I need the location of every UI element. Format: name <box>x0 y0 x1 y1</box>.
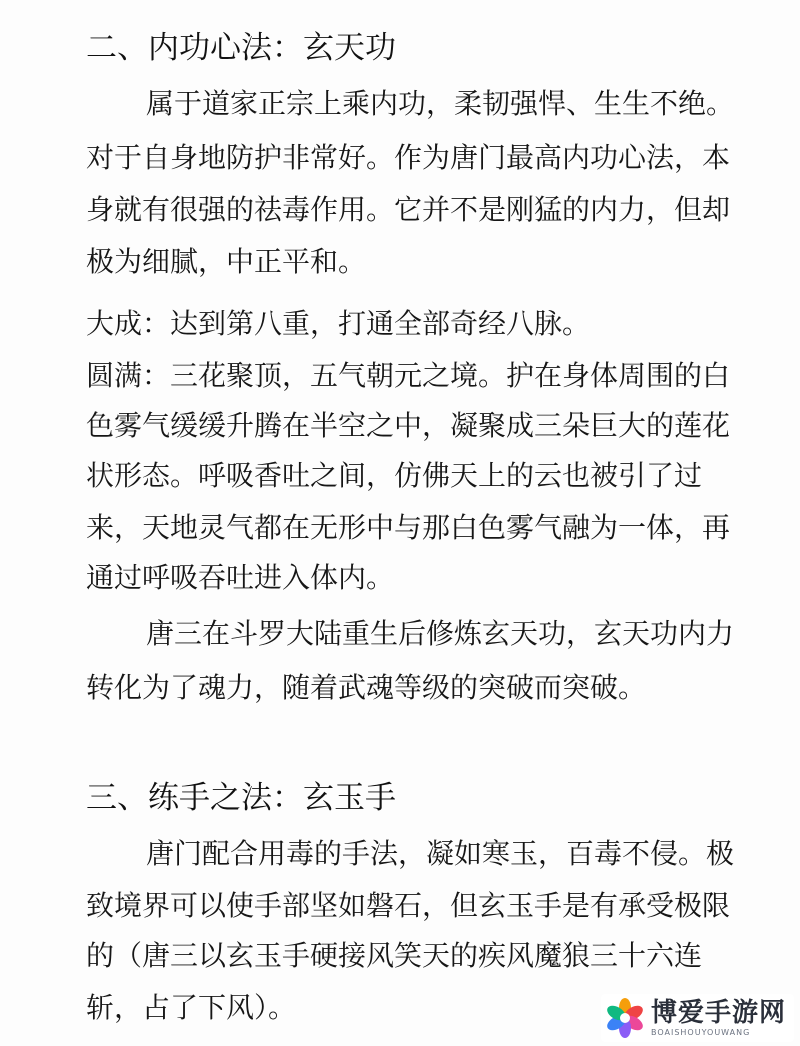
section-2-para-1-line-1: 属于道家正宗上乘内功，柔韧强悍、生生不绝。 <box>146 87 735 120</box>
section-2-para-1-line-2: 对于自身地防护非常好。作为唐门最高内功心法，本 <box>86 141 731 174</box>
section-3-para-1-line-1: 唐门配合用毒的手法，凝如寒玉，百毒不侵。极 <box>146 837 735 870</box>
section-2-para-1-line-4: 极为细腻，中正平和。 <box>86 245 367 278</box>
site-watermark <box>601 994 794 1042</box>
section-2-heading: 二、内功心法：玄天功 <box>86 30 396 66</box>
yuanman-line-2: 色雾气缓缓升腾在半空之中，凝聚成三朵巨大的莲花 <box>86 409 731 442</box>
yuanman-line-1: 圆满：三花聚顶，五气朝元之境。护在身体周围的白 <box>86 359 731 392</box>
dacheng-line: 大成：达到第八重，打通全部奇经八脉。 <box>86 307 591 340</box>
watermark-name: 博爱手游网 <box>650 997 786 1028</box>
section-2-para-3-line-2: 转化为了魂力，随着武魂等级的突破而突破。 <box>86 671 647 704</box>
yuanman-line-4: 来，天地灵气都在无形中与那白色雾气融为一体，再 <box>86 511 731 544</box>
section-2-para-1-line-3: 身就有很强的祛毒作用。它并不是刚猛的内力，但却 <box>86 193 731 226</box>
yuanman-line-3: 状形态。呼吸香吐之间，仿佛天上的云也被引了过 <box>86 459 703 492</box>
section-3-para-1-line-2: 致境界可以使手部坚如磐石，但玄玉手是有承受极限 <box>86 889 731 922</box>
flower-logo-icon <box>605 998 645 1038</box>
section-3-para-1-line-3: 的（唐三以玄玉手硬接风笑天的疾风魔狼三十六连 <box>86 939 703 972</box>
watermark-domain: BOAISHOUYOUWANG <box>650 1027 751 1037</box>
section-3-heading: 三、练手之法：玄玉手 <box>86 780 396 816</box>
yuanman-line-5: 通过呼吸吞吐进入体内。 <box>86 561 395 594</box>
section-2-para-3-line-1: 唐三在斗罗大陆重生后修炼玄天功，玄天功内力 <box>146 617 735 650</box>
section-3-para-1-line-4: 斩，占了下风）。 <box>86 991 297 1024</box>
